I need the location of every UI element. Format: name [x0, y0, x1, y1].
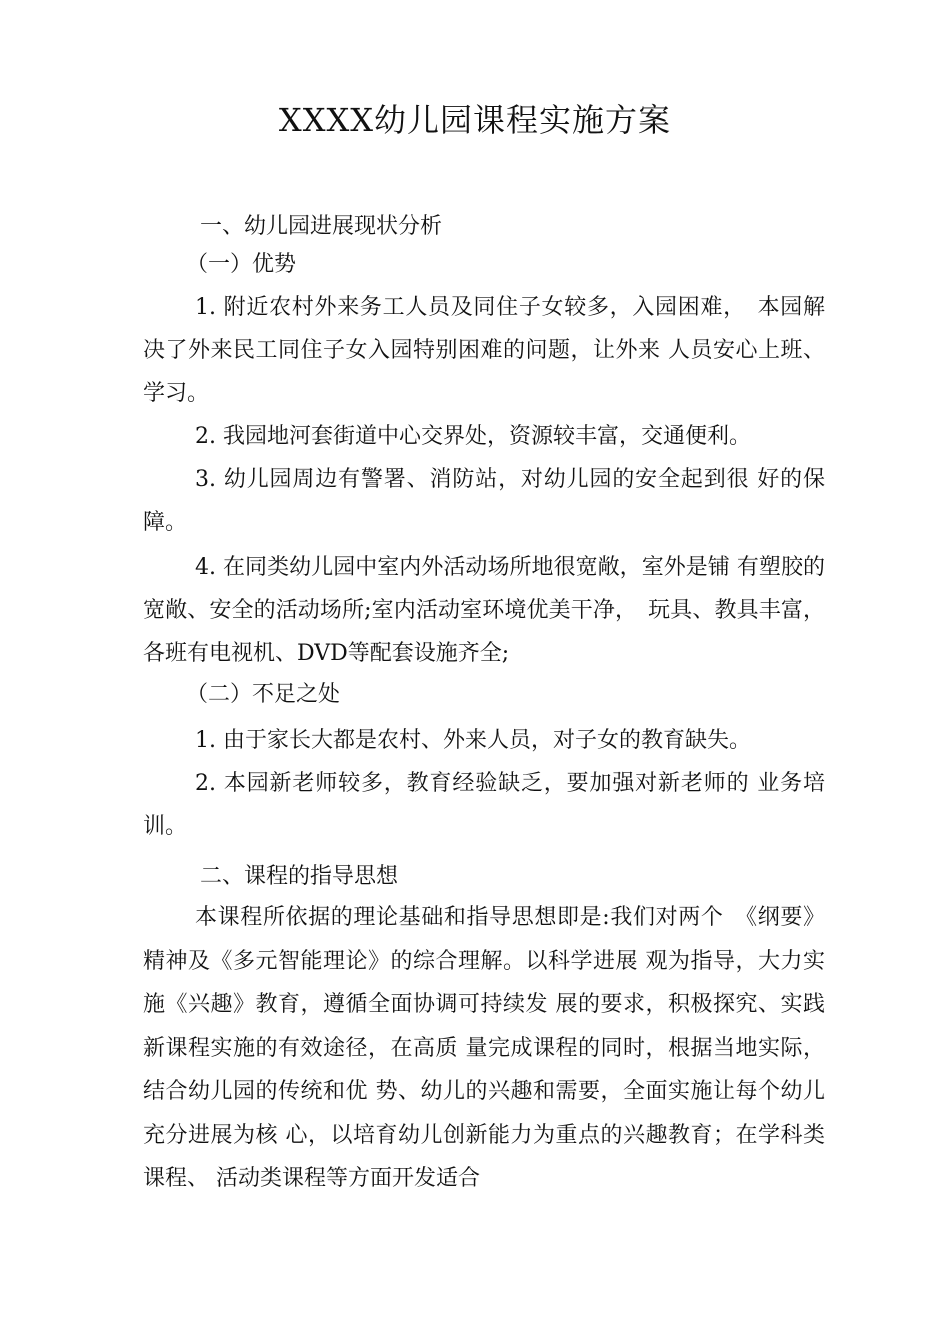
section1-paragraph-2: 2. 我园地河套街道中心交界处，资源较丰富，交通便利。 — [195, 424, 751, 449]
section1-paragraph-1: 1. 附近农村外来务工人员及同住子女较多，入园困难， 本园解决了外来民工同住子女入园特别困难的问题，让外来 人员安心上班、学习。 — [143, 295, 825, 406]
section1-paragraph-3: 3. 幼儿园周边有警署、消防站，对幼儿园的安全起到很 好的保障。 — [143, 467, 825, 535]
section2-heading: 二、课程的指导思想 — [200, 864, 399, 889]
section1-sub2: （二）不足之处 — [186, 682, 341, 707]
section1-heading: 一、幼儿园进展现状分析 — [200, 214, 443, 239]
section1-paragraph-6: 2. 本园新老师较多，教育经验缺乏，要加强对新老师的 业务培训。 — [143, 771, 825, 839]
section1-sub1: （一）优势 — [186, 252, 297, 277]
document-title: XXXX幼儿园课程实施方案 — [278, 101, 672, 139]
section1-paragraph-5: 1. 由于家长大都是农村、外来人员，对子女的教育缺失。 — [195, 728, 751, 753]
section2-paragraph-1: 本课程所依据的理论基础和指导思想即是:我们对两个 《纲要》精神及《多元智能理论》的综合理解。以科学进展 观为指导，大力实施《兴趣》教育，遵循全面协调可持续发 展的要求，积极探究、实践新课程实施的有效途径，在高质 量完成课程的同时，根据当地实际，结合幼儿园的传统和优 势、幼儿的兴趣和需要，全面实施让每个幼儿充分进展为核 心，以培育幼儿创新能力为重点的兴趣教育；在学科类课程、 活动类课程等方面开发适合 — [143, 905, 825, 1191]
section1-paragraph-4: 4. 在同类幼儿园中室内外活动场所地很宽敞，室外是铺 有塑胶的宽敞、安全的活动场所;室内活动室环境优美干净， 玩具、教具丰富，各班有电视机、DVD等配套设施齐全; — [143, 555, 825, 666]
